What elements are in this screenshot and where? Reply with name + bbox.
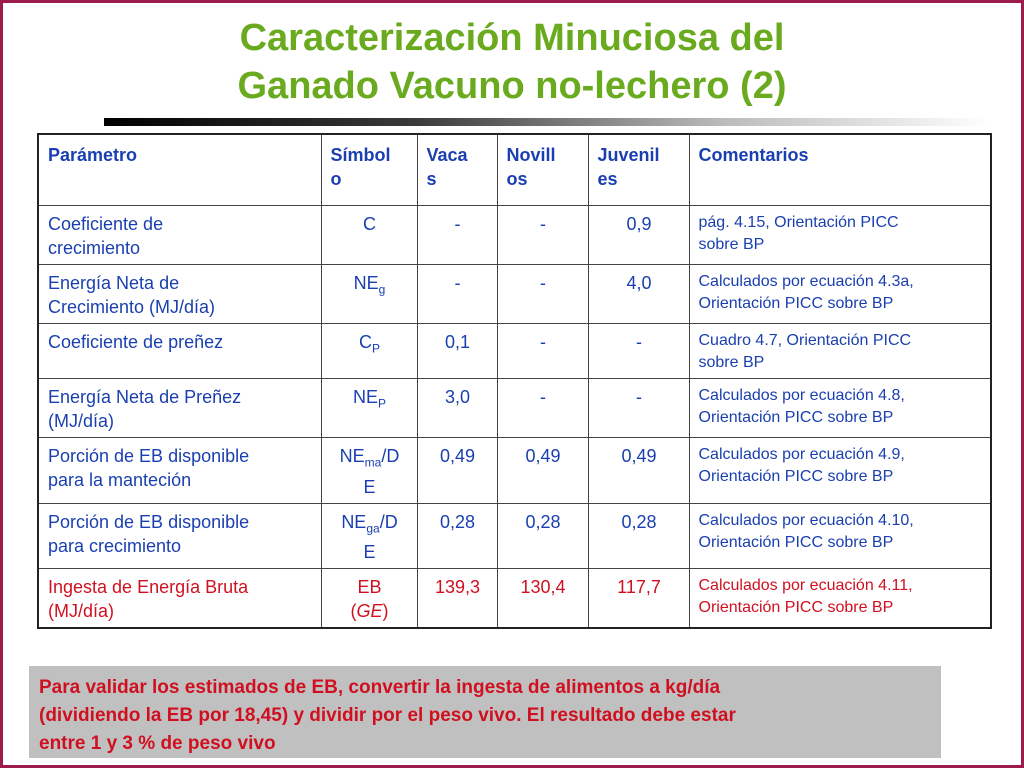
table-header-row xyxy=(38,134,991,206)
symbol-cell: $NE_{ma}/D$ E xyxy=(321,438,417,504)
param-cell: Ingesta de Energía Bruta (MJ/día) xyxy=(38,569,321,629)
comment-cell: pág. 4.15, Orientación PICC sobre BP xyxy=(689,206,991,265)
novillos-cell: - xyxy=(497,206,588,265)
symbol-cell: C xyxy=(321,206,417,265)
symbol-cell: $NE_g$ xyxy=(321,265,417,324)
novillos-cell: - xyxy=(497,379,588,438)
comment-cell: Calculados por ecuación 4.3a, Orientación PICC sobre BP xyxy=(689,265,991,324)
table-row xyxy=(38,265,991,324)
param-cell: Porción de EB disponible para crecimiento xyxy=(38,503,321,569)
juveniles-cell: 0,9 xyxy=(588,206,689,265)
novillos-cell: 0,49 xyxy=(497,438,588,504)
comment-cell: Calculados por ecuación 4.11, Orientación PICC sobre BP xyxy=(689,569,991,629)
symbol-cell: $C_P$ xyxy=(321,324,417,379)
comment-cell: Cuadro 4.7, Orientación PICC sobre BP xyxy=(689,324,991,379)
symbol-cell: EB (GE) xyxy=(321,569,417,629)
title-divider xyxy=(104,118,990,126)
symbol-cell: $NE_{ga}/D$ E xyxy=(321,503,417,569)
comment-cell: Calculados por ecuación 4.9, Orientación PICC sobre BP xyxy=(689,438,991,504)
table-row xyxy=(38,438,991,504)
juveniles-cell: - xyxy=(588,379,689,438)
juveniles-cell: 117,7 xyxy=(588,569,689,629)
juveniles-cell: - xyxy=(588,324,689,379)
vacas-cell: 139,3 xyxy=(417,569,497,629)
comment-cell: Calculados por ecuación 4.10, Orientación PICC sobre BP xyxy=(689,503,991,569)
novillos-cell: - xyxy=(497,324,588,379)
juveniles-cell: 0,49 xyxy=(588,438,689,504)
table-row xyxy=(38,503,991,569)
header-comentarios: Comentarios xyxy=(689,134,991,206)
table-row xyxy=(38,324,991,379)
note-line-3: entre 1 y 3 % de peso vivo xyxy=(39,733,276,754)
juveniles-cell: 4,0 xyxy=(588,265,689,324)
header-juveniles: Juvenil es xyxy=(588,134,689,206)
table-row xyxy=(38,206,991,265)
header-novillos: Novill os xyxy=(497,134,588,206)
header-simbolo: Símbol o xyxy=(321,134,417,206)
param-cell: Energía Neta de Preñez (MJ/día) xyxy=(38,379,321,438)
symbol-cell: $NE_P$ xyxy=(321,379,417,438)
vacas-cell: 0,28 xyxy=(417,503,497,569)
slide-title xyxy=(0,14,1024,110)
validation-note xyxy=(29,666,941,758)
title-line-2: Ganado Vacuno no-lechero (2) xyxy=(237,65,787,107)
parameters-table xyxy=(37,133,992,629)
juveniles-cell: 0,28 xyxy=(588,503,689,569)
novillos-cell: 130,4 xyxy=(497,569,588,629)
header-parametro: Parámetro xyxy=(38,134,321,206)
title-line-1: Caracterización Minuciosa del xyxy=(239,17,785,59)
vacas-cell: - xyxy=(417,265,497,324)
param-cell: Porción de EB disponible para la manteción xyxy=(38,438,321,504)
comment-cell: Calculados por ecuación 4.8, Orientación PICC sobre BP xyxy=(689,379,991,438)
note-line-2: (dividiendo la EB por 18,45) y dividir por el peso vivo. El resultado debe estar xyxy=(39,705,736,726)
vacas-cell: 3,0 xyxy=(417,379,497,438)
novillos-cell: - xyxy=(497,265,588,324)
header-vacas: Vaca s xyxy=(417,134,497,206)
table-row-highlight xyxy=(38,569,991,629)
note-line-1: Para validar los estimados de EB, convertir la ingesta de alimentos a kg/día xyxy=(39,677,721,698)
table-row xyxy=(38,379,991,438)
param-cell: Energía Neta de Crecimiento (MJ/día) xyxy=(38,265,321,324)
vacas-cell: 0,1 xyxy=(417,324,497,379)
param-cell: Coeficiente de crecimiento xyxy=(38,206,321,265)
param-cell: Coeficiente de preñez xyxy=(38,324,321,379)
vacas-cell: - xyxy=(417,206,497,265)
novillos-cell: 0,28 xyxy=(497,503,588,569)
vacas-cell: 0,49 xyxy=(417,438,497,504)
